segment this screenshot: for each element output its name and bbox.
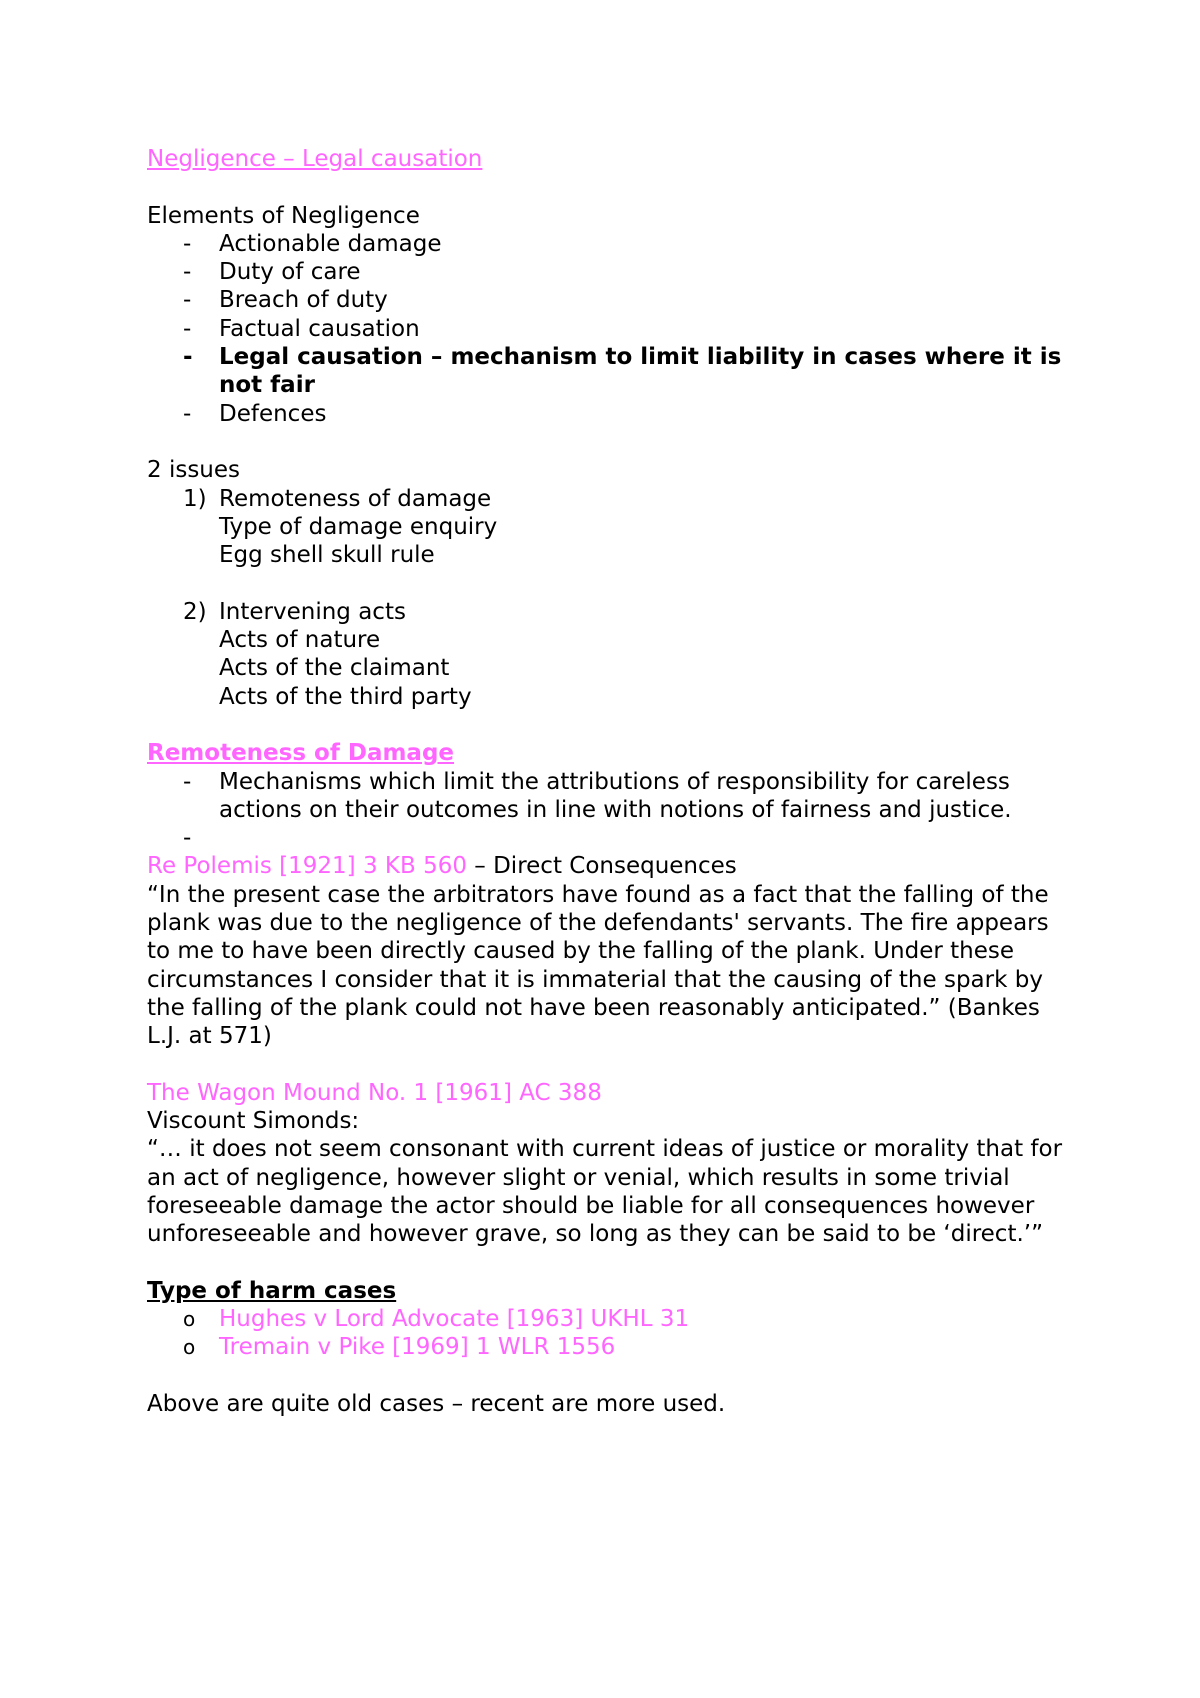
document-content [147, 145, 1077, 1418]
dash-marker: - [183, 259, 192, 286]
issue-subitem: Type of damage enquiry [219, 513, 498, 540]
dash-marker: - [183, 344, 193, 371]
dash-marker: - [183, 825, 192, 852]
closing-note: Above are quite old cases – recent are more used. [147, 1391, 726, 1418]
page-title: Negligence – Legal causation [147, 146, 483, 172]
list-item [147, 315, 1077, 343]
list-item [147, 1333, 1077, 1361]
remoteness-heading: Remoteness of Damage [147, 740, 455, 767]
list-item [147, 230, 1077, 258]
list-item [147, 1305, 1077, 1333]
issue-label: Intervening acts [219, 598, 406, 625]
list-item-text: Actionable damage [219, 230, 442, 257]
circle-bullet-icon: o [183, 1307, 196, 1332]
dash-marker: - [183, 287, 192, 314]
spacer [147, 569, 1077, 597]
dash-marker: - [183, 230, 192, 257]
list-item-text: Breach of duty [219, 287, 388, 314]
list-item-text [219, 824, 1077, 852]
issue-number: 2) [183, 598, 207, 625]
list-item [147, 258, 1077, 286]
polemis-quote: “In the present case the arbitrators have found as a fact that the falling of the plank was due to the negligence of the defendants' servants. The fire appears to me to have been directly caused by the falling of the plank. Under these circumstances I consider that it is immaterial that the causing of the spark by the falling of the plank could not have been reasonably anticipated.” (Bankes L.J. at 571) [147, 881, 1049, 1050]
issue-label: Remoteness of damage [219, 485, 492, 512]
list-item-text: Legal causation – mechanism to limit liability in cases where it is not fair [219, 344, 1062, 399]
list-item [147, 768, 1077, 825]
spacer [147, 173, 1077, 201]
dash-marker: - [183, 768, 192, 795]
issue-subitem: Acts of nature [219, 627, 381, 654]
list-item-empty [147, 824, 1077, 852]
dash-marker: - [183, 315, 192, 342]
spacer [147, 711, 1077, 739]
spacer [147, 1362, 1077, 1390]
issue-subitem: Acts of the third party [219, 683, 472, 710]
list-item [147, 286, 1077, 314]
judge-name: Viscount Simonds: [147, 1108, 360, 1135]
issue-subitem: Egg shell skull rule [219, 542, 435, 569]
harm-heading: Type of harm cases [147, 1277, 397, 1304]
case-citation: The Wagon Mound No. 1 [1961] AC 388 [147, 1079, 602, 1106]
case-citation: Re Polemis [1921] 3 KB 560 [147, 853, 467, 880]
case-citation: Hughes v Lord Advocate [1963] UKHL 31 [219, 1306, 690, 1333]
list-item [147, 400, 1077, 428]
spacer [147, 1051, 1077, 1079]
wagon-quote: “… it does not seem consonant with current ideas of justice or morality that for an act of negligence, however slight or venial, which results in some trivial foreseeable damage the actor should be liable for all consequences however unforeseeable and however grave, so long as they can be said to be ‘direct.’” [147, 1136, 1063, 1248]
list-item-text: Defences [219, 400, 327, 427]
dash-marker: - [183, 400, 192, 427]
elements-list [147, 230, 1077, 428]
circle-bullet-icon: o [183, 1335, 196, 1360]
issue-item [147, 598, 1077, 626]
case-note: – Direct Consequences [466, 853, 737, 880]
spacer [147, 428, 1077, 456]
list-item-text: Duty of care [219, 259, 361, 286]
elements-heading: Elements of Negligence [147, 202, 420, 229]
list-item-text: Factual causation [219, 315, 420, 342]
issue-item [147, 485, 1077, 513]
issue-number: 1) [183, 485, 207, 512]
case-citation: Tremain v Pike [1969] 1 WLR 1556 [219, 1334, 616, 1361]
issues-heading: 2 issues [147, 457, 241, 484]
list-item-highlight [147, 343, 1077, 400]
issue-subitem: Acts of the claimant [219, 655, 450, 682]
list-item-text: Mechanisms which limit the attributions of responsibility for careless actions on their outcomes in line with notions of fairness and justice. [219, 768, 1012, 823]
polemis-line [147, 852, 1077, 880]
spacer [147, 1249, 1077, 1277]
